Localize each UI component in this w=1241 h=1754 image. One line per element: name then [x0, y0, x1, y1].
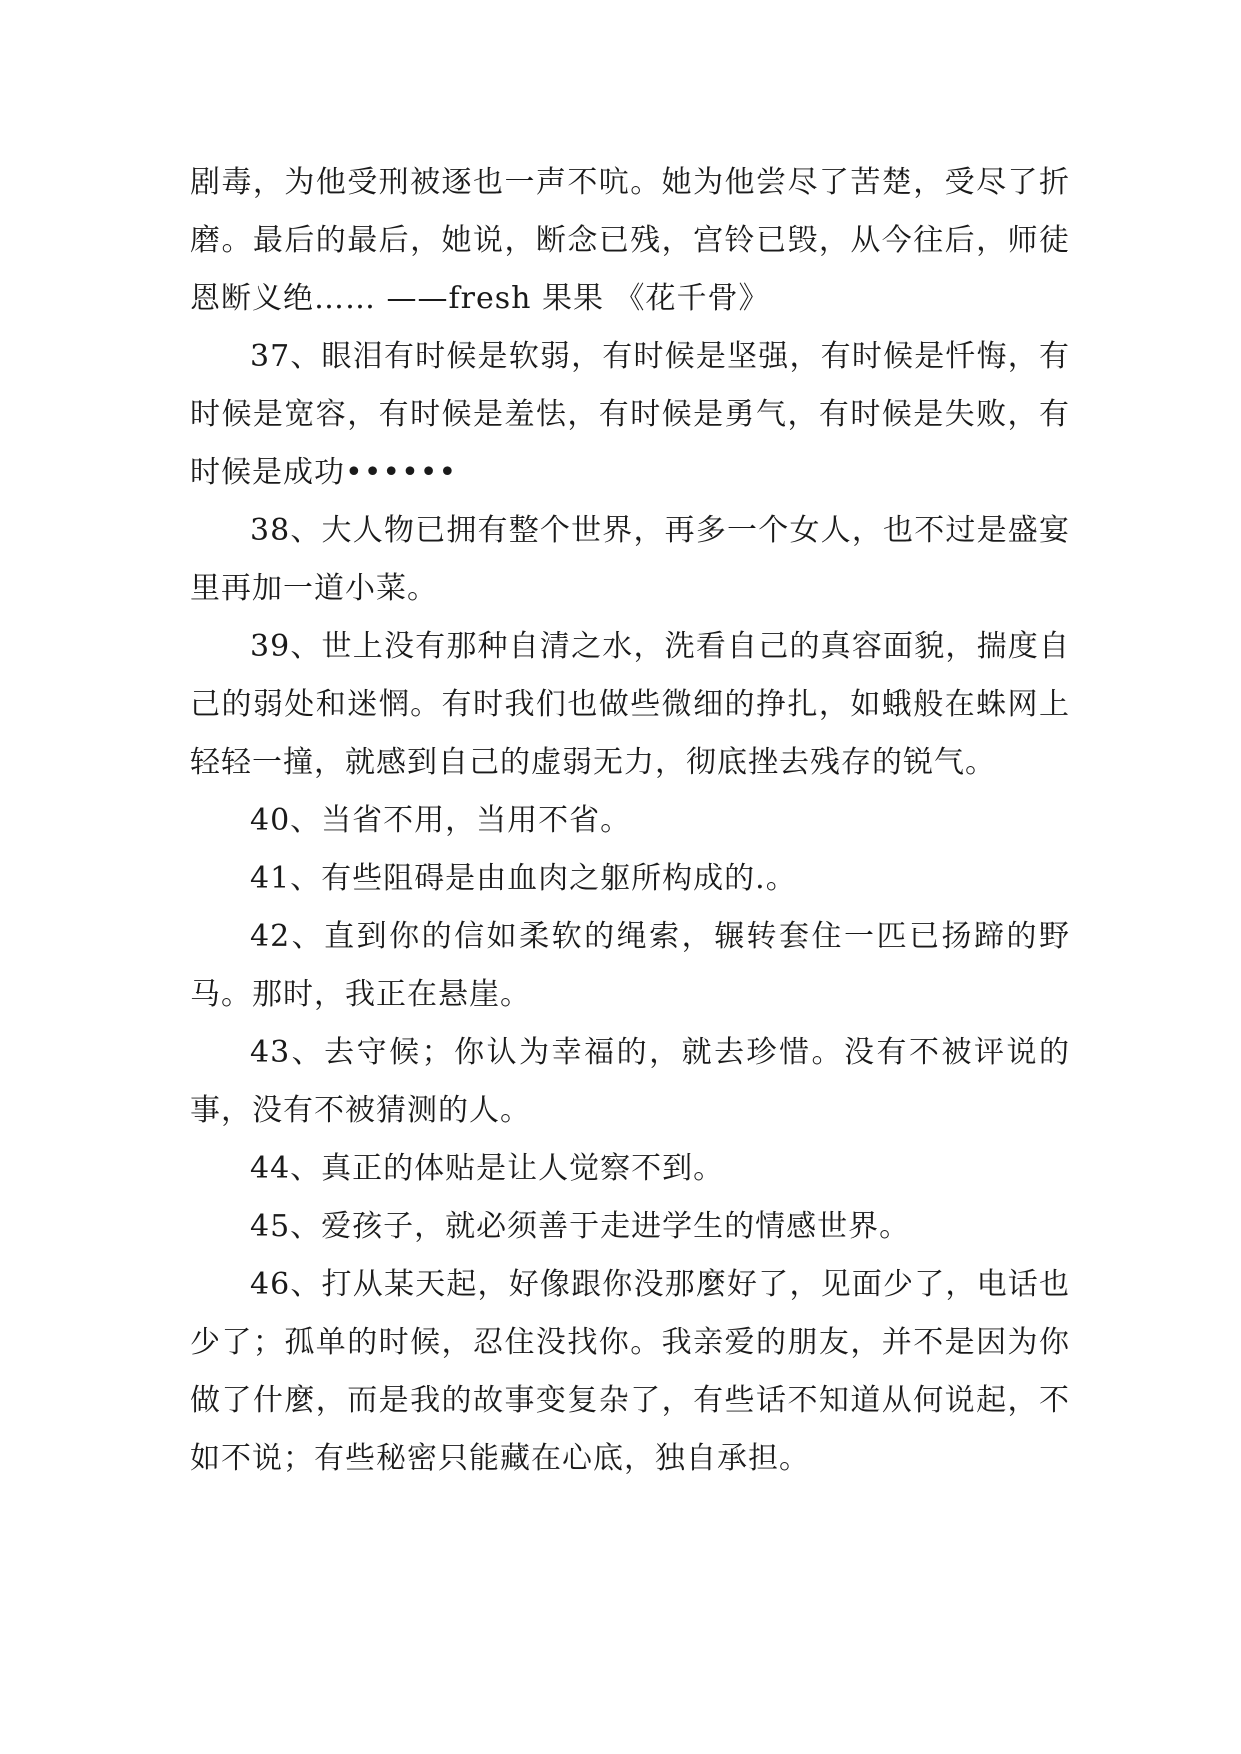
paragraph-42: 42、直到你的信如柔软的绳索，辗转套住一匹已扬蹄的野马。那时，我正在悬崖。: [190, 919, 1070, 1012]
paragraph-37: 37、眼泪有时候是软弱，有时候是坚强，有时候是忏悔，有时候是宽容，有时候是羞怯，有时候是勇气，有时候是失败，有时候是成功••••••: [190, 339, 1070, 490]
paragraph-38: 38、大人物已拥有整个世界，再多一个女人，也不过是盛宴里再加一道小菜。: [190, 513, 1070, 606]
paragraph-45: 45、爱孩子，就必须善于走进学生的情感世界。: [250, 1209, 911, 1244]
paragraph-43: 43、去守候；你认为幸福的，就去珍惜。没有不被评说的事，没有不被猜测的人。: [190, 1035, 1070, 1128]
paragraph-39: 39、世上没有那种自清之水，洗看自己的真容面貌，揣度自己的弱处和迷惘。有时我们也做些微细的挣扎，如蛾般在蛛网上轻轻一撞，就感到自己的虚弱无力，彻底挫去残存的锐气。: [190, 629, 1070, 780]
paragraph-41: 41、有些阻碍是由血肉之躯所构成的.。: [250, 861, 797, 896]
paragraph-40: 40、当省不用，当用不省。: [250, 803, 632, 838]
paragraph-46: 46、打从某天起，好像跟你没那麼好了，见面少了，电话也少了；孤单的时候，忍住没找你。我亲爱的朋友，并不是因为你做了什麼，而是我的故事变复杂了，有些话不知道从何说起，不如不说；有些秘密只能藏在心底，独自承担。: [190, 1267, 1070, 1476]
paragraph-continuation: 剧毒，为他受刑被逐也一声不吭。她为他尝尽了苦楚，受尽了折磨。最后的最后，她说，断念已残，宫铃已毁，从今往后，师徒恩断义绝…… ——fresh 果果 《花千骨》: [190, 165, 1070, 316]
document-body: [190, 154, 1070, 1488]
paragraph-44: 44、真正的体贴是让人觉察不到。: [250, 1151, 725, 1186]
